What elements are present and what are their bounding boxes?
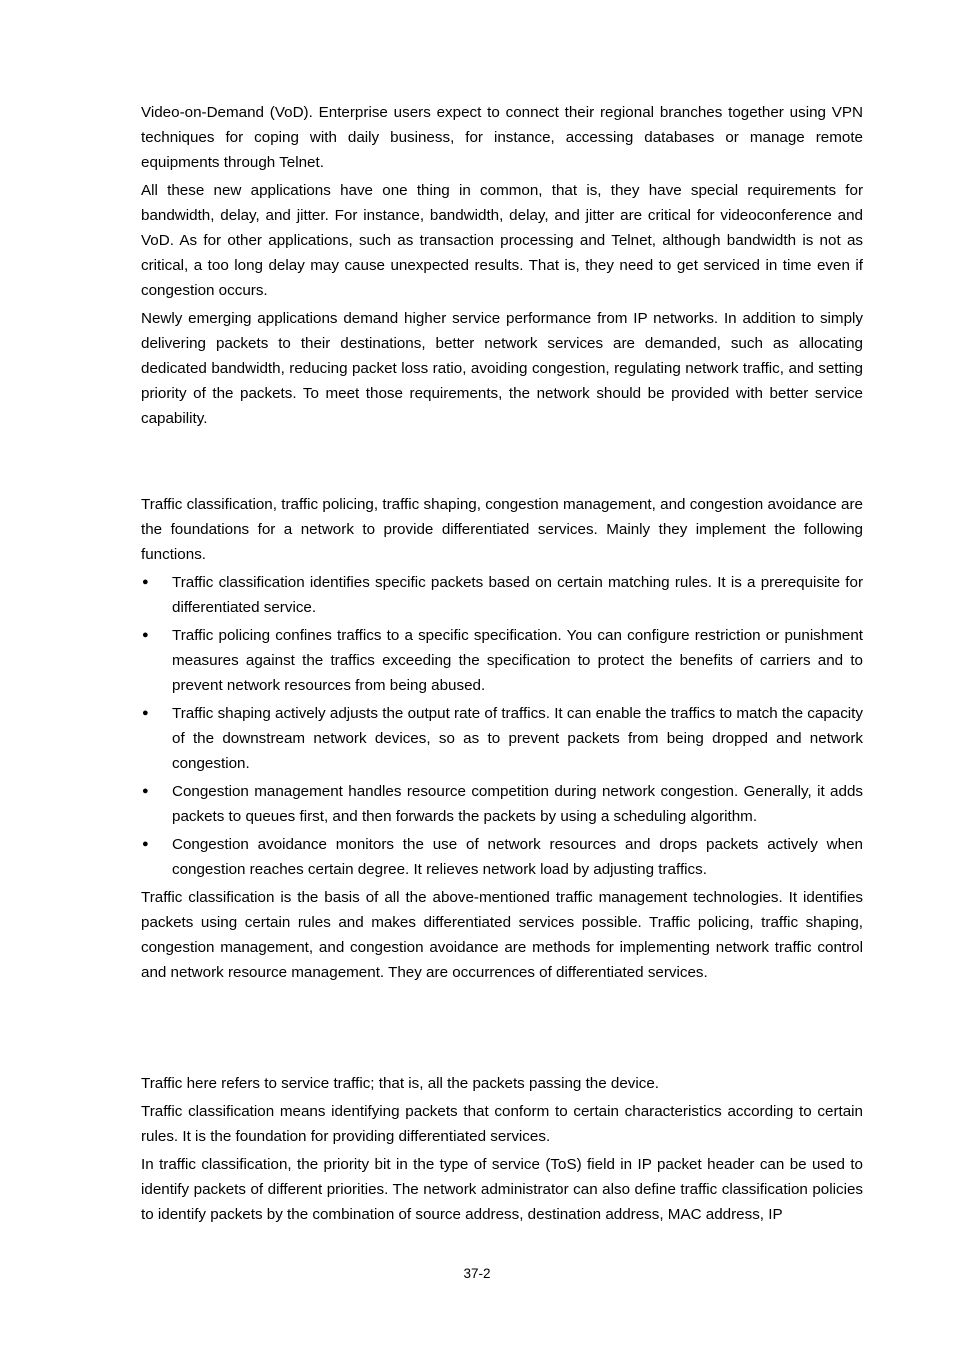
bullet-icon: ● [142,576,149,588]
list-item-text: Traffic shaping actively adjusts the output rate of traffics. It can enable the traffics to match the capacity of the downstream network devices, so as to prevent packets from being dropped and network congestion. [172,705,863,772]
section-traffic-management-functions [141,492,863,985]
list-item [141,623,863,698]
section-spacer [141,434,863,492]
paragraph: Video-on-Demand (VoD). Enterprise users expect to connect their regional branches together using VPN techniques for coping with daily business, for instance, accessing databases or manage remote equipments through Telnet. [141,104,863,171]
function-list [141,570,863,882]
list-item [141,832,863,882]
list-item [141,779,863,829]
list-item-text: Traffic policing confines traffics to a specific specification. You can configure restriction or punishment measures against the traffics exceeding the specification to protect the benefits of carriers and to prevent network resources from being abused. [172,627,863,694]
bullet-icon: ● [142,707,149,719]
list-item [141,701,863,776]
section-spacer [141,988,863,1071]
document-body [141,100,863,1230]
paragraph: Traffic classification is the basis of all the above-mentioned traffic management technologies. It identifies packets using certain rules and makes differentiated services possible. Traffic policing, traffic shaping, congestion management, and congestion avoidance are methods for implementing network traffic control and network resource management. They are occurrences of differentiated services. [141,889,863,981]
paragraph: Traffic classification means identifying packets that conform to certain characteristics according to certain rules. It is the foundation for providing differentiated services. [141,1103,863,1145]
list-item-text: Congestion avoidance monitors the use of network resources and drops packets actively when congestion reaches certain degree. It relieves network load by adjusting traffics. [172,836,863,878]
paragraph: All these new applications have one thing in common, that is, they have special requirements for bandwidth, delay, and jitter. For instance, bandwidth, delay, and jitter are critical for videoconference and VoD. As for other applications, such as transaction processing and Telnet, although bandwidth is not as critical, a too long delay may cause unexpected results. That is, they need to get serviced in time even if congestion occurs. [141,182,863,299]
bullet-icon: ● [142,629,149,641]
paragraph: Newly emerging applications demand higher service performance from IP networks. In addition to simply delivering packets to their destinations, better network services are demanded, such as allocating dedicated bandwidth, reducing packet loss ratio, avoiding congestion, regulating network traffic, and setting priority of the packets. To meet those requirements, the network should be provided with better service capability. [141,310,863,427]
bullet-icon: ● [142,785,149,797]
list-item-text: Congestion management handles resource competition during network congestion. Generally, it adds packets to queues first, and then forwards the packets by using a scheduling algorithm. [172,783,863,825]
list-item [141,570,863,620]
section-traffic-classification [141,1071,863,1227]
paragraph: Traffic here refers to service traffic; that is, all the packets passing the device. [141,1075,660,1092]
paragraph: In traffic classification, the priority bit in the type of service (ToS) field in IP packet header can be used to identify packets of different priorities. The network administrator can also define traffic classification policies to identify packets by the combination of source address, destination address, MAC address, IP [141,1156,863,1223]
paragraph: Traffic classification, traffic policing, traffic shaping, congestion management, and congestion avoidance are the foundations for a network to provide differentiated services. Mainly they implement the following functions. [141,496,863,563]
bullet-icon: ● [142,838,149,850]
section-introduction [141,100,863,431]
list-item-text: Traffic classification identifies specific packets based on certain matching rules. It is a prerequisite for differentiated service. [172,574,863,616]
page-number: 37-2 [463,1266,491,1281]
